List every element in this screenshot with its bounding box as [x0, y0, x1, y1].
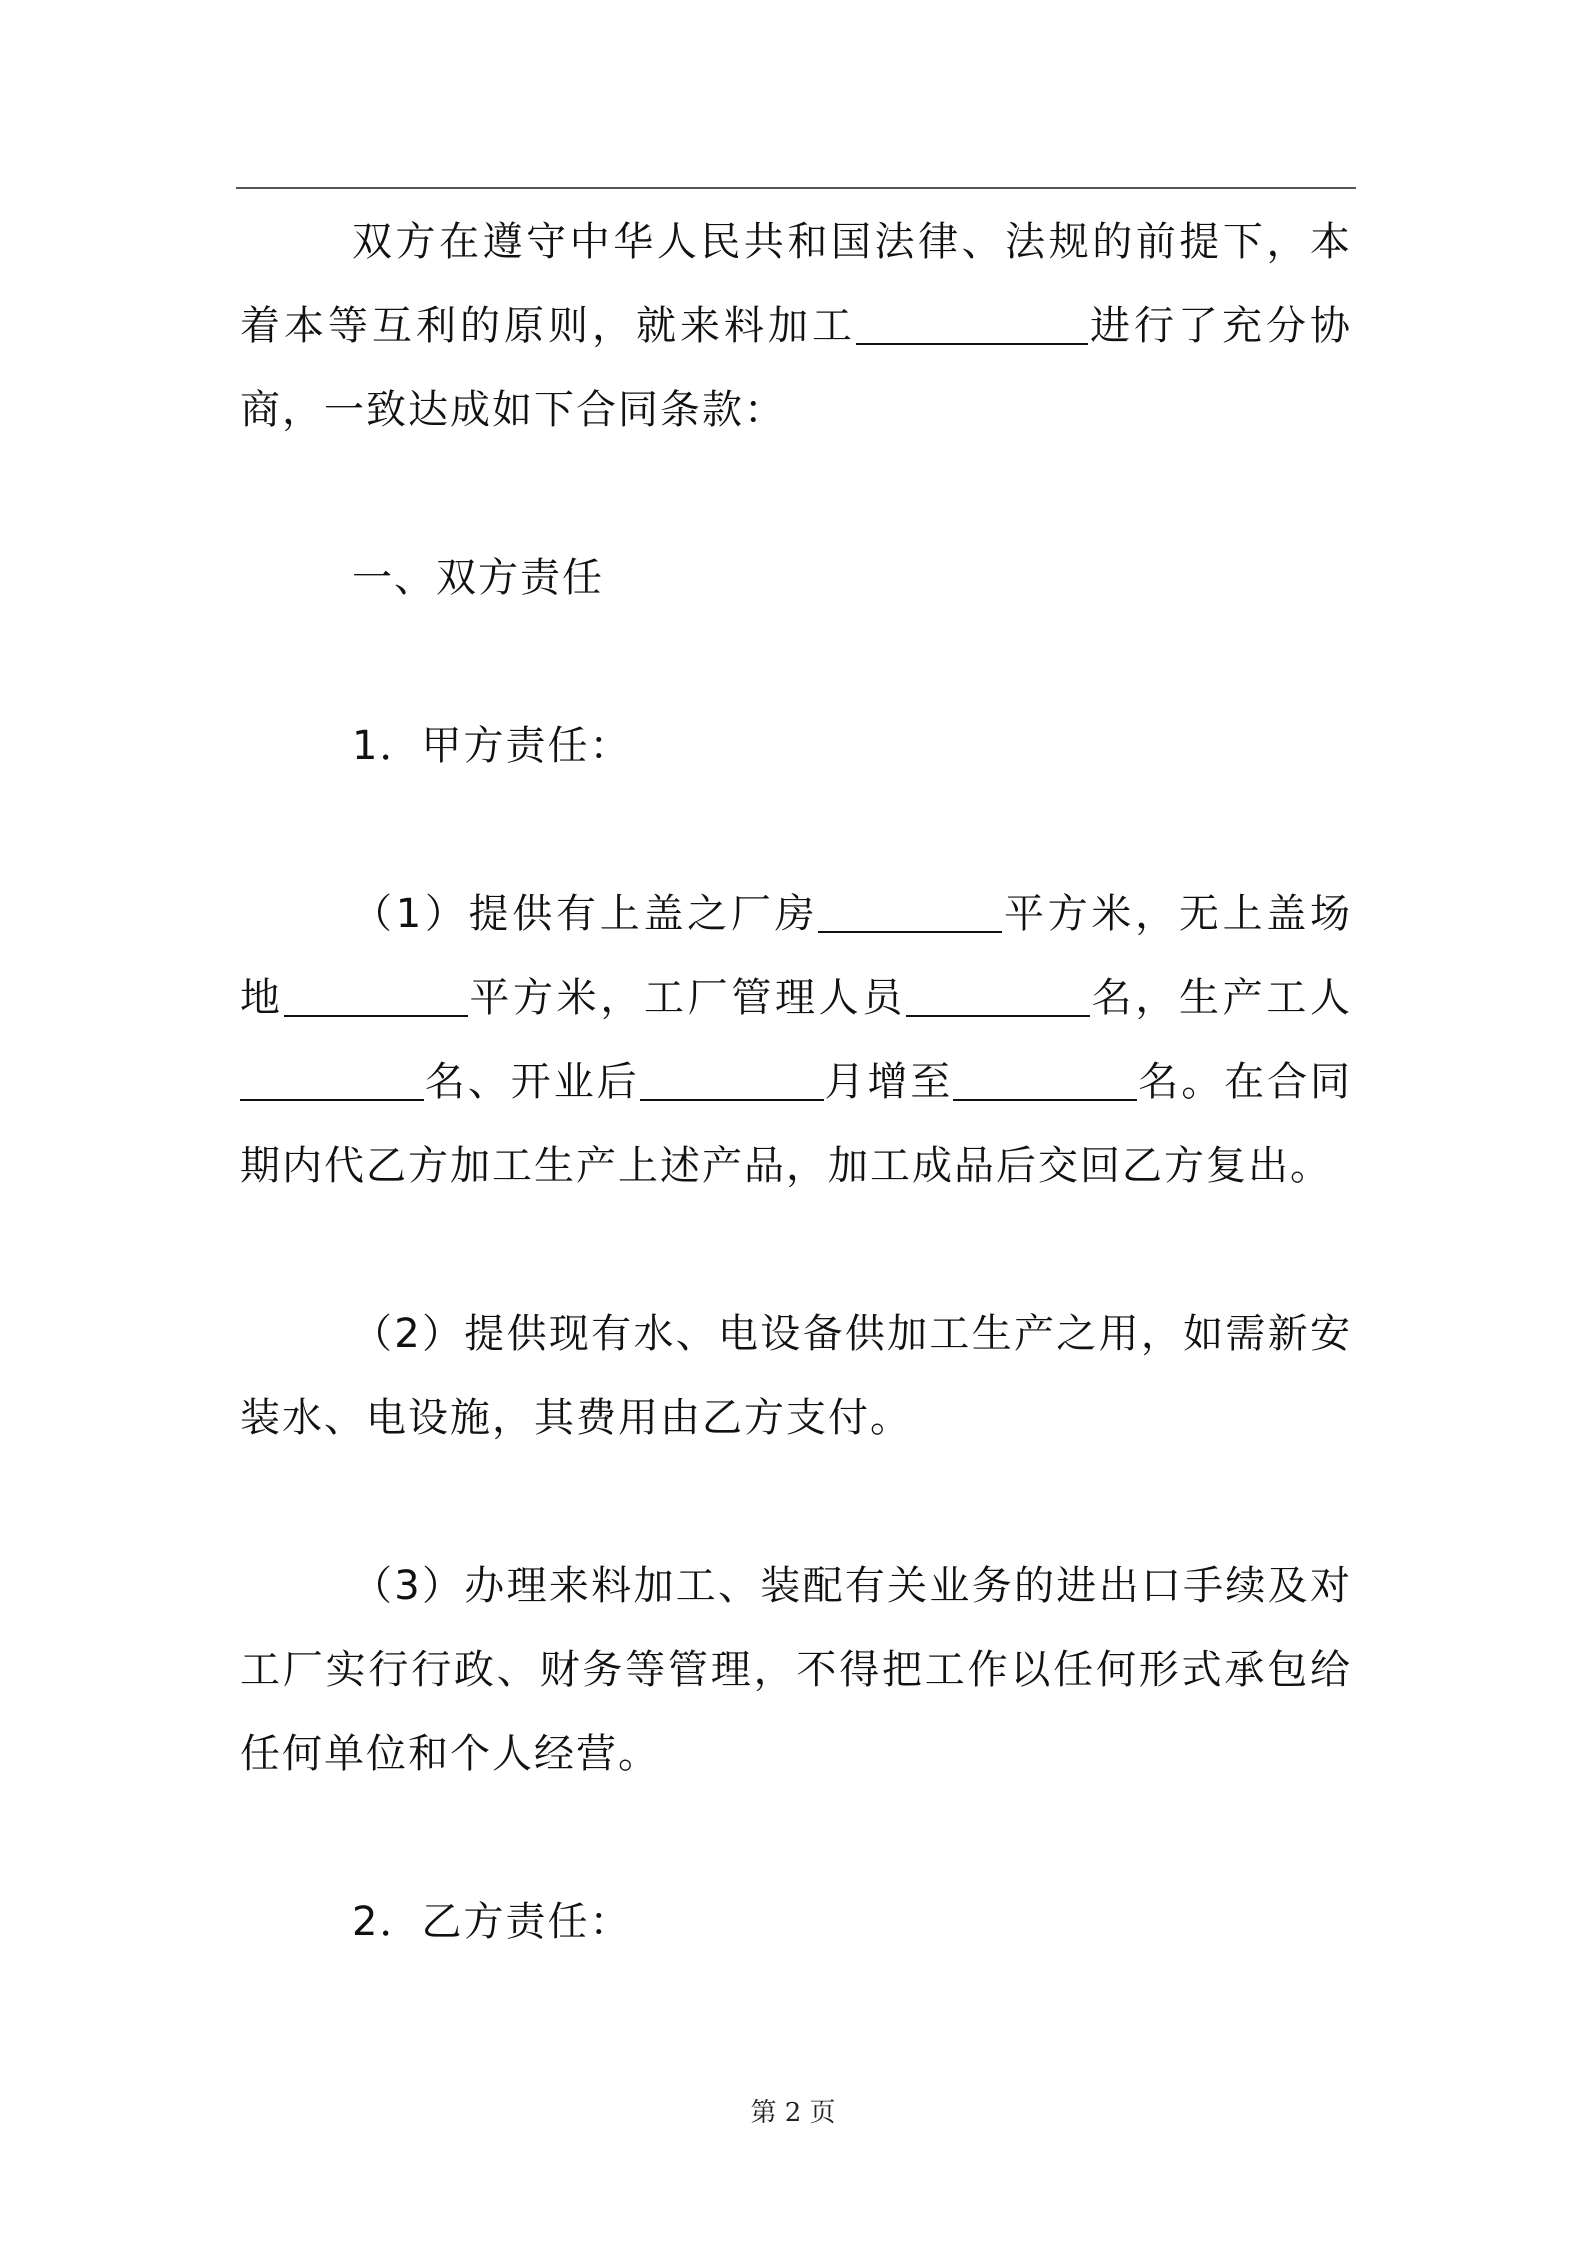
section-heading: 一、双方责任: [352, 555, 604, 601]
fill-blank: [640, 1059, 824, 1101]
fill-blank: [856, 303, 1088, 345]
fill-blank: [240, 1059, 424, 1101]
page-number: 第 2 页: [750, 2098, 836, 2128]
intro-paragraph: 双方在遵守中华人民共和国法律、法规的前提下，本着本等互利的原则，就来料加工 进行了充分协商，一致达成如下合同条款：: [240, 219, 1352, 433]
document-body: [240, 200, 1352, 1964]
fill-blank: [953, 1059, 1137, 1101]
fill-blank: [906, 975, 1090, 1017]
clause-item-1: （1）提供有上盖之厂房 平方米，无上盖场地 平方米，工厂管理人员 名，生产工人名、开业后 月增至 名。在合同期内代乙方加工生产上述产品，加工成品后交回乙方复出。: [240, 891, 1353, 1189]
fill-blank: [284, 975, 468, 1017]
clause-item-2: （2）提供现有水、电设备供加工生产之用，如需新安装水、电设施，其费用由乙方支付。: [240, 1311, 1352, 1441]
fill-blank: [818, 891, 1002, 933]
party-a-heading: 1．甲方责任：: [352, 723, 632, 769]
party-b-heading: 2．乙方责任：: [352, 1899, 632, 1945]
clause-item-3: （3）办理来料加工、装配有关业务的进出口手续及对工厂实行行政、财务等管理，不得把工作以任何形式承包给任何单位和个人经营。: [240, 1563, 1352, 1777]
header-rule: [236, 187, 1356, 189]
